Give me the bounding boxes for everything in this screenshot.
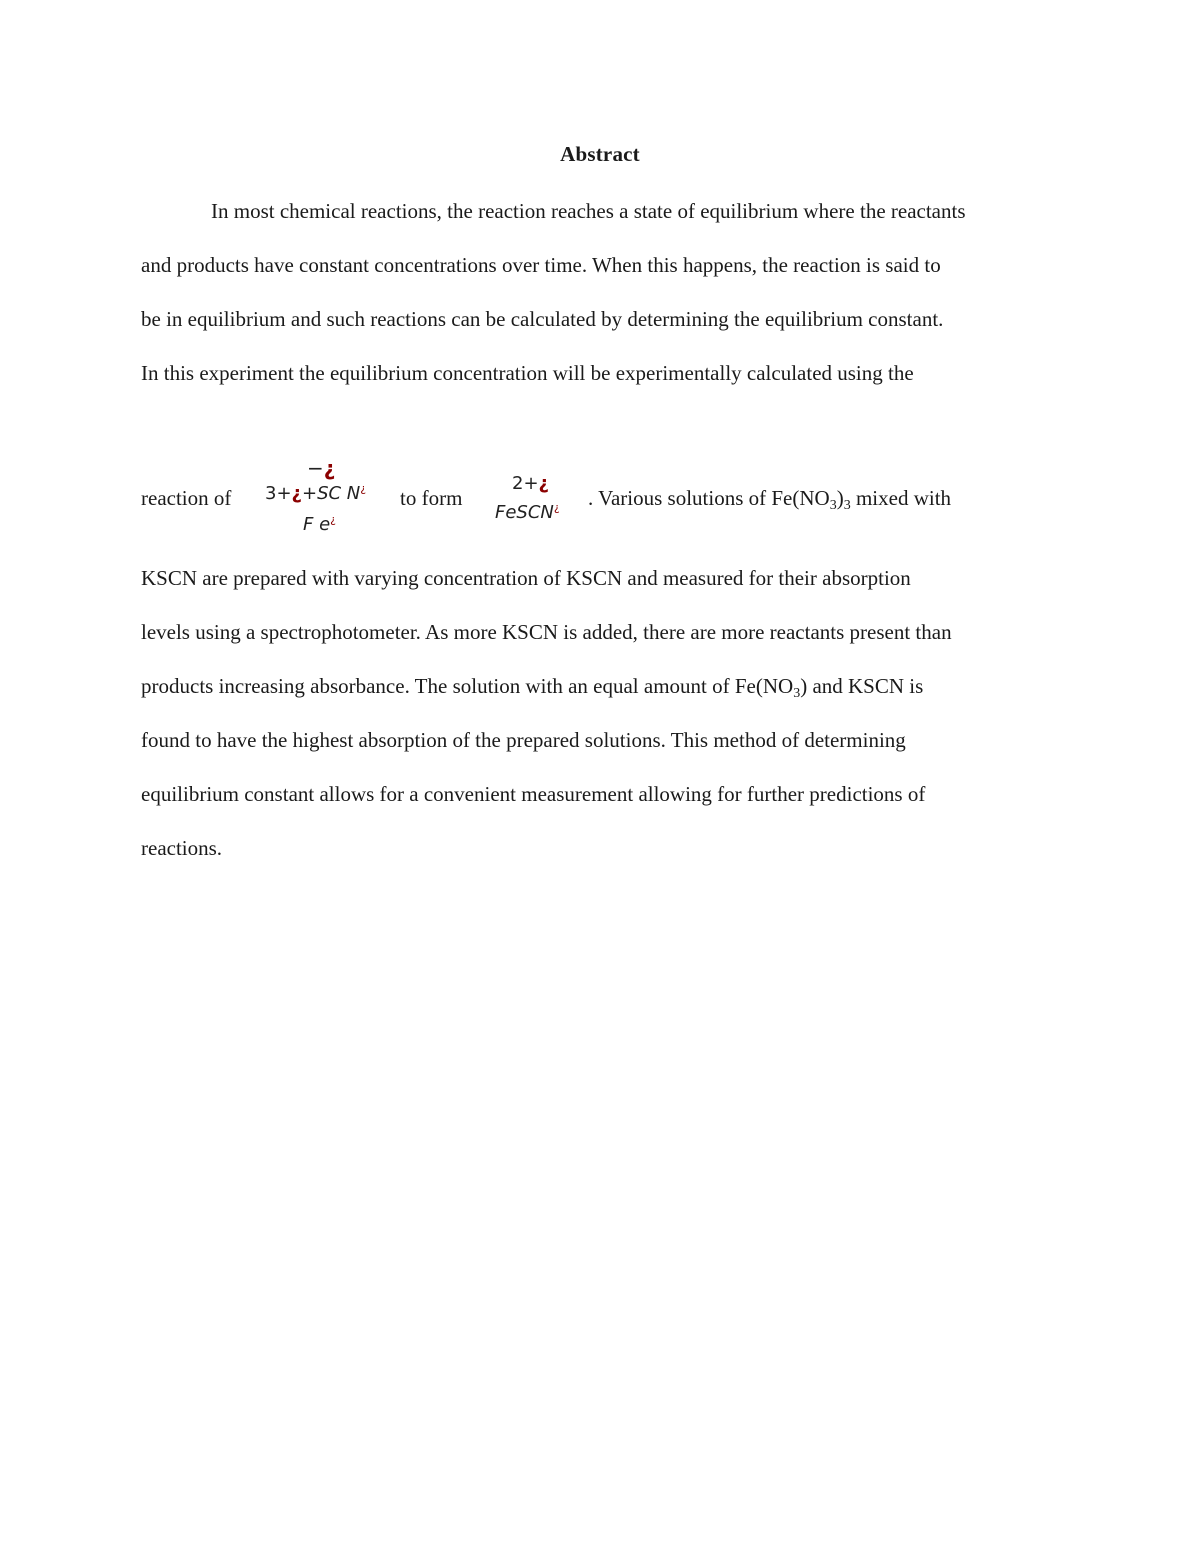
equation-1-middle: [265, 482, 366, 504]
suffix-after: mixed with: [850, 486, 952, 510]
suffix-subscript: 3: [829, 498, 837, 513]
equation-1-charge: 3+: [265, 483, 292, 504]
reaction-line-prefix: reaction of: [141, 486, 232, 510]
equation-2-top: [512, 473, 549, 494]
paragraph-line: found to have the highest absorption of the prepared solutions. This method of determining: [141, 728, 906, 752]
equation-1-plus: +: [302, 483, 318, 504]
paragraph-line: In this experiment the equilibrium concentration will be experimentally calculated using the: [141, 361, 914, 385]
paragraph-line-fe: [141, 672, 923, 708]
fe-line-subscript: 3: [793, 686, 801, 701]
suffix-text: . Various solutions of Fe(NO: [588, 486, 830, 510]
equation-1-mid-tail: ¿: [360, 482, 367, 495]
paragraph-line: be in equilibrium and such reactions can be calculated by determining the equilibrium constant.: [141, 307, 944, 331]
equation-1-mid-glyph: ¿: [291, 483, 302, 504]
equation-2-bottom-tail: ¿: [553, 501, 560, 514]
abstract-heading: Abstract: [560, 142, 640, 166]
equation-1-top-glyph: ¿: [323, 456, 336, 480]
equation-1-species: SC N: [317, 483, 361, 504]
suffix-paren: ): [836, 486, 844, 510]
paragraph-line: and products have constant concentrations over time. When this happens, the reaction is said to: [141, 253, 941, 277]
suffix-subscript-2: 3: [843, 498, 851, 513]
paragraph-line: equilibrium constant allows for a convenient measurement allowing for further predictions of: [141, 782, 926, 806]
fe-line-before: products increasing absorbance. The solution with an equal amount of Fe(NO: [141, 674, 794, 698]
reaction-line-suffix: [588, 484, 951, 520]
paragraph-line: In most chemical reactions, the reaction reaches a state of equilibrium where the reactants: [211, 199, 966, 223]
reaction-line-middle: to form: [400, 486, 463, 510]
paragraph-line: levels using a spectrophotometer. As more KSCN is added, there are more reactants present than: [141, 620, 952, 644]
paragraph-line: KSCN are prepared with varying concentration of KSCN and measured for their absorption: [141, 566, 911, 590]
equation-2-top-glyph: ¿: [538, 473, 549, 494]
equation-1-iron: F e: [303, 514, 331, 535]
fe-line-after: ) and KSCN is: [800, 674, 924, 698]
equation-1-minus: −: [307, 456, 324, 480]
equation-2-species: FeSCN: [495, 502, 554, 523]
paragraph-line: reactions.: [141, 836, 223, 860]
equation-2-bottom: [495, 501, 560, 523]
equation-1-bottom: [303, 513, 336, 535]
equation-2-charge: 2+: [512, 473, 539, 494]
equation-1-top: [307, 456, 335, 480]
equation-1-bottom-tail: ¿: [330, 513, 336, 526]
